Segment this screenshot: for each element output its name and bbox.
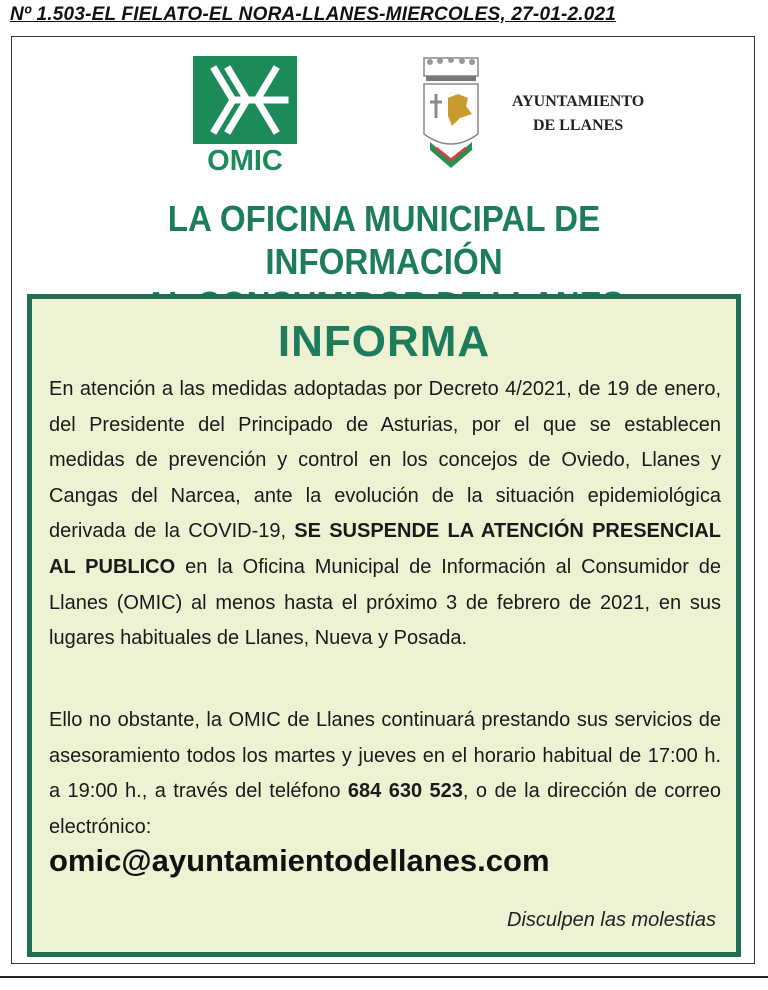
ayuntamiento-line2: DE LLANES xyxy=(532,117,624,134)
closing-note: Disculpen las molestias xyxy=(507,909,716,931)
notice-box xyxy=(27,294,741,957)
main-title-line1: LA OFICINA MUNICIPAL DE INFORMACIÓN xyxy=(167,198,601,282)
p1-emphasis: SE SUSPENDE LA ATENCIÓN PRESENCIAL AL PUBLICO xyxy=(49,520,721,578)
publication-header: Nº 1.503-EL FIELATO-EL NORA-LLANES-MIERCOLES, 27-01-2.021 xyxy=(10,4,617,25)
ayuntamiento-line1: AYUNTAMIENTO xyxy=(512,93,645,110)
phone-number: 684 630 523 xyxy=(347,780,463,803)
p2-text-before: Ello no obstante, la OMIC de Llanes continuará prestando sus servicios de asesoramiento todos los martes y jueves en el horario habitual de 17:00 h. a 19:00 h., a través del teléfono xyxy=(49,709,721,803)
p2-text-after: , o de la dirección de correo electrónico: xyxy=(49,780,721,838)
p1-text-after: en la Oficina Municipal de Información al Consumidor de Llanes (OMIC) al menos hasta el próximo 3 de febrero de 2021, en sus lugares habituales de Llanes, Nueva y Posada. xyxy=(49,555,722,650)
notice-paragraph-1 xyxy=(49,372,721,657)
omic-logo-text: OMIC xyxy=(207,145,283,174)
ayuntamiento-label xyxy=(512,90,644,138)
p1-text-before: En atención a las medidas adoptadas por Decreto 4/2021, de 19 de enero, del Presidente del Principado de Asturias, por el que se establecen medidas de prevención y control en los concejos de Oviedo, Llanes y Cangas del Narcea, ante la evolución de la situación epidemiológica derivada de la COVID-19, xyxy=(49,378,721,543)
bottom-rule xyxy=(0,976,768,978)
notice-heading: INFORMA xyxy=(277,317,491,366)
omic-logo xyxy=(193,56,297,174)
llanes-coat-of-arms xyxy=(416,56,486,174)
contact-email[interactable]: omic@ayuntamientodellanes.com xyxy=(49,843,550,878)
notice-paragraph-2 xyxy=(49,703,721,845)
